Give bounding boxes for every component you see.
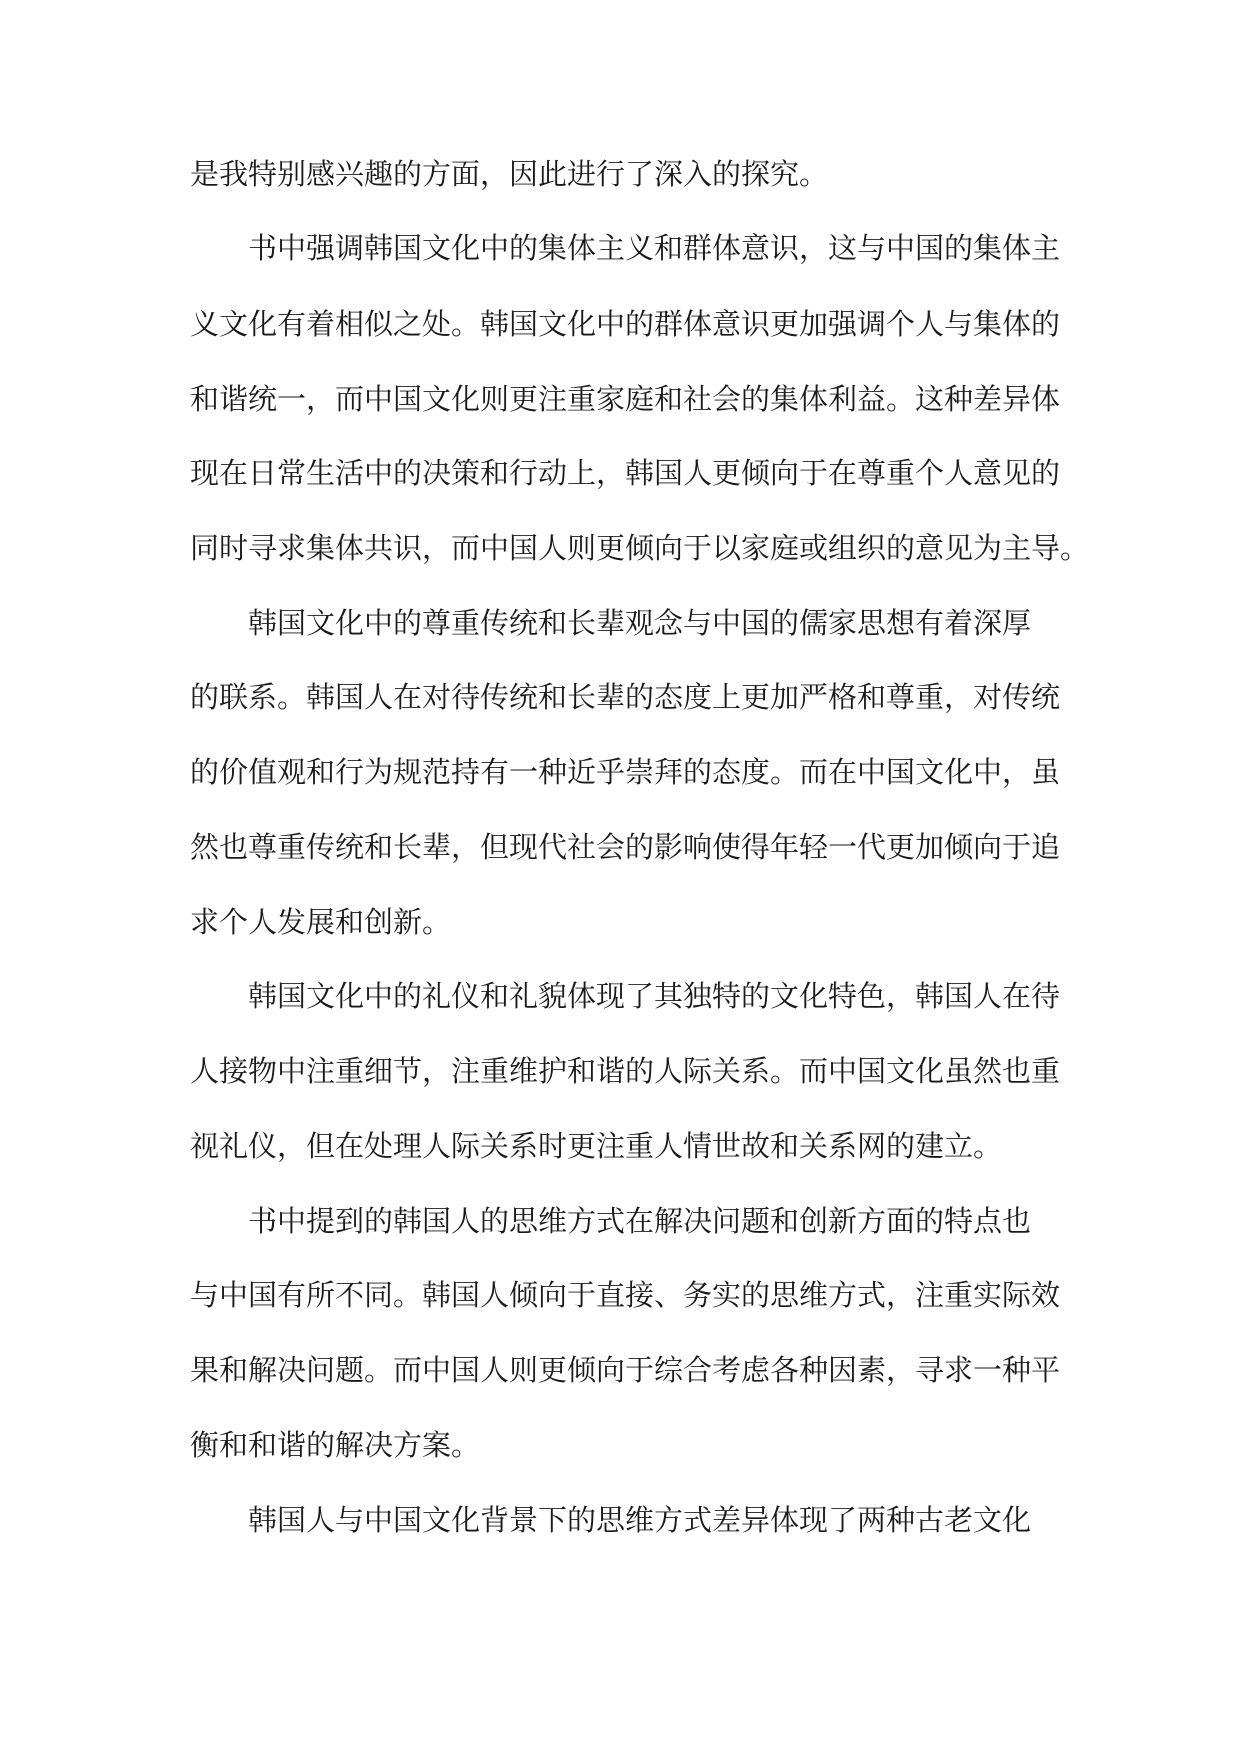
paragraph-first-line: 书中强调韩国文化中的集体主义和群体意识，这与中国的集体主	[248, 231, 1061, 265]
text-line: 的联系。韩国人在对待传统和长辈的态度上更加严格和尊重，对传统	[190, 680, 1061, 714]
text-line: 现在日常生活中的决策和行动上，韩国人更倾向于在尊重个人意见的	[190, 456, 1061, 490]
text-line: 人接物中注重细节，注重维护和谐的人际关系。而中国文化虽然也重	[190, 1054, 1061, 1088]
text-line: 与中国有所不同。韩国人倾向于直接、务实的思维方式，注重实际效	[190, 1278, 1061, 1312]
text-line: 然也尊重传统和长辈，但现代社会的影响使得年轻一代更加倾向于追	[190, 830, 1061, 864]
paragraph-first-line: 韩国人与中国文化背景下的思维方式差异体现了两种古老文化	[248, 1503, 1032, 1537]
text-line: 果和解决问题。而中国人则更倾向于综合考虑各种因素，寻求一种平	[190, 1353, 1061, 1387]
paragraph-first-line: 韩国文化中的尊重传统和长辈观念与中国的儒家思想有着深厚	[248, 606, 1032, 640]
text-line: 求个人发展和创新。	[190, 905, 452, 939]
paragraph-first-line: 书中提到的韩国人的思维方式在解决问题和创新方面的特点也	[248, 1204, 1032, 1238]
text-line: 的价值观和行为规范持有一种近乎崇拜的态度。而在中国文化中，虽	[190, 755, 1061, 789]
text-line: 和谐统一，而中国文化则更注重家庭和社会的集体利益。这种差异体	[190, 382, 1061, 416]
paragraph-first-line: 韩国文化中的礼仪和礼貌体现了其独特的文化特色，韩国人在待	[248, 979, 1061, 1013]
text-line: 义文化有着相似之处。韩国文化中的群体意识更加强调个人与集体的	[190, 307, 1061, 341]
text-line: 同时寻求集体共识，而中国人则更倾向于以家庭或组织的意见为主导。	[190, 531, 1090, 565]
text-line: 是我特别感兴趣的方面，因此进行了深入的探究。	[190, 157, 829, 191]
text-line: 衡和和谐的解决方案。	[190, 1428, 481, 1462]
text-line: 视礼仪，但在处理人际关系时更注重人情世故和关系网的建立。	[190, 1129, 1003, 1163]
